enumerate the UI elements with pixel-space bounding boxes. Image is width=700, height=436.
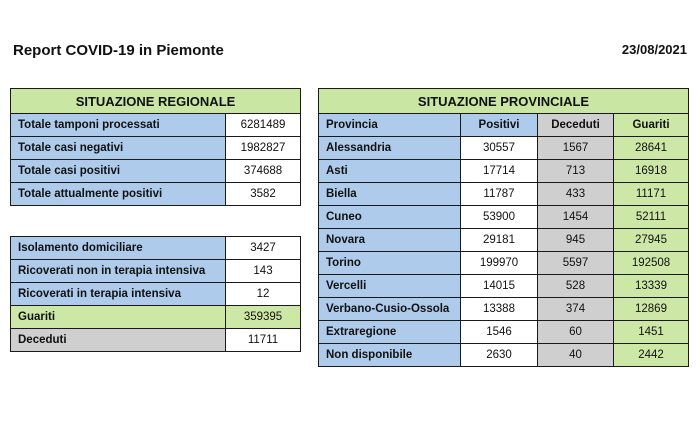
cell-provincia: Verbano-Cusio-Ossola xyxy=(319,298,461,321)
cell-positivi: 13388 xyxy=(461,298,538,321)
table-row xyxy=(11,260,301,283)
row-label: Ricoverati non in terapia intensiva xyxy=(11,260,226,283)
row-value: 3582 xyxy=(226,183,301,206)
cell-deceduti: 60 xyxy=(538,321,614,344)
cell-provincia: Novara xyxy=(319,229,461,252)
page-title: Report COVID-19 in Piemonte xyxy=(13,42,224,59)
cell-deceduti: 945 xyxy=(538,229,614,252)
cell-provincia: Non disponibile xyxy=(319,344,461,367)
table-row xyxy=(11,183,301,206)
table-row xyxy=(319,275,689,298)
row-value: 1982827 xyxy=(226,137,301,160)
row-value: 359395 xyxy=(226,306,301,329)
cell-provincia: Alessandria xyxy=(319,137,461,160)
table-row xyxy=(319,344,689,367)
cell-positivi: 14015 xyxy=(461,275,538,298)
table-row xyxy=(319,298,689,321)
row-value: 11711 xyxy=(226,329,301,352)
table-row xyxy=(11,137,301,160)
provincial-heading-row xyxy=(319,89,689,114)
cell-guariti: 1451 xyxy=(614,321,689,344)
regional-table xyxy=(10,88,301,206)
cell-guariti: 16918 xyxy=(614,160,689,183)
cell-provincia: Biella xyxy=(319,183,461,206)
cell-positivi: 29181 xyxy=(461,229,538,252)
table-row xyxy=(319,206,689,229)
row-value: 3427 xyxy=(226,237,301,260)
cell-deceduti: 5597 xyxy=(538,252,614,275)
cell-deceduti: 374 xyxy=(538,298,614,321)
cell-deceduti: 528 xyxy=(538,275,614,298)
cell-guariti: 52111 xyxy=(614,206,689,229)
cell-provincia: Vercelli xyxy=(319,275,461,298)
cell-positivi: 53900 xyxy=(461,206,538,229)
row-label: Isolamento domiciliare xyxy=(11,237,226,260)
column-header-provincia: Provincia xyxy=(319,114,461,137)
row-label: Totale casi positivi xyxy=(11,160,226,183)
table-row xyxy=(11,160,301,183)
regional-heading-row xyxy=(11,89,301,114)
row-label: Guariti xyxy=(11,306,226,329)
cell-positivi: 11787 xyxy=(461,183,538,206)
table-row xyxy=(319,321,689,344)
cell-guariti: 12869 xyxy=(614,298,689,321)
row-label: Ricoverati in terapia intensiva xyxy=(11,283,226,306)
cell-provincia: Torino xyxy=(319,252,461,275)
cell-guariti: 28641 xyxy=(614,137,689,160)
table-row xyxy=(11,306,301,329)
cell-deceduti: 40 xyxy=(538,344,614,367)
row-value: 143 xyxy=(226,260,301,283)
table-row xyxy=(11,237,301,260)
column-header-positivi: Positivi xyxy=(461,114,538,137)
provincial-column-header-row xyxy=(319,114,689,137)
table-row xyxy=(11,114,301,137)
row-value: 12 xyxy=(226,283,301,306)
cell-provincia: Cuneo xyxy=(319,206,461,229)
table-row xyxy=(319,160,689,183)
cell-guariti: 13339 xyxy=(614,275,689,298)
cell-provincia: Extraregione xyxy=(319,321,461,344)
table-row xyxy=(319,229,689,252)
cell-provincia: Asti xyxy=(319,160,461,183)
cell-deceduti: 433 xyxy=(538,183,614,206)
row-label: Totale tamponi processati xyxy=(11,114,226,137)
cell-positivi: 17714 xyxy=(461,160,538,183)
table-row xyxy=(319,252,689,275)
cell-guariti: 2442 xyxy=(614,344,689,367)
table-row xyxy=(319,137,689,160)
cell-deceduti: 1454 xyxy=(538,206,614,229)
status-table xyxy=(10,236,301,352)
cell-positivi: 1546 xyxy=(461,321,538,344)
table-row xyxy=(11,283,301,306)
cell-positivi: 199970 xyxy=(461,252,538,275)
regional-heading: SITUAZIONE REGIONALE xyxy=(11,89,301,114)
row-label: Totale attualmente positivi xyxy=(11,183,226,206)
column-header-guariti: Guariti xyxy=(614,114,689,137)
column-header-deceduti: Deceduti xyxy=(538,114,614,137)
cell-guariti: 192508 xyxy=(614,252,689,275)
report-date: 23/08/2021 xyxy=(621,42,687,57)
row-label: Deceduti xyxy=(11,329,226,352)
cell-guariti: 27945 xyxy=(614,229,689,252)
cell-positivi: 30557 xyxy=(461,137,538,160)
row-value: 374688 xyxy=(226,160,301,183)
table-row xyxy=(319,183,689,206)
cell-deceduti: 1567 xyxy=(538,137,614,160)
table-row xyxy=(11,329,301,352)
provincial-heading: SITUAZIONE PROVINCIALE xyxy=(319,89,689,114)
row-value: 6281489 xyxy=(226,114,301,137)
cell-guariti: 11171 xyxy=(614,183,689,206)
cell-deceduti: 713 xyxy=(538,160,614,183)
row-label: Totale casi negativi xyxy=(11,137,226,160)
cell-positivi: 2630 xyxy=(461,344,538,367)
provincial-table xyxy=(318,88,689,367)
